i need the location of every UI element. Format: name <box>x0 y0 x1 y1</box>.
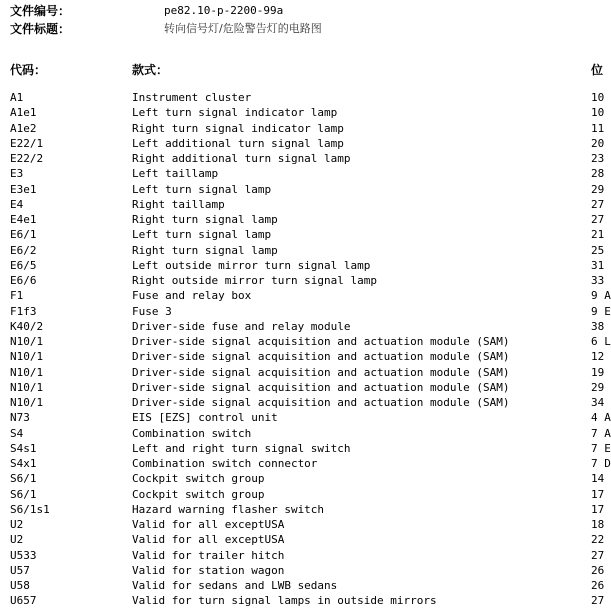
component-location: 17 <box>591 502 605 516</box>
component-location: 7 D <box>591 457 611 470</box>
component-location: 25 <box>591 243 605 257</box>
table-row <box>0 258 606 273</box>
component-code: U657 <box>10 594 37 608</box>
component-code: S6/1 <box>10 472 37 486</box>
component-location: 27 <box>591 548 605 562</box>
component-description: Left additional turn signal lamp <box>132 136 344 150</box>
component-code: S4x1 <box>10 457 37 470</box>
document-number-value: pe82.10-p-2200-99a <box>164 4 284 17</box>
component-location: 14 <box>591 472 605 486</box>
component-code: S4 <box>10 426 24 440</box>
component-code: F1f3 <box>10 304 37 318</box>
table-row <box>0 212 606 227</box>
component-description: Valid for all exceptUSA <box>132 533 285 547</box>
component-description: Fuse and relay box <box>132 289 252 303</box>
component-description: Valid for turn signal lamps in outside mirrors <box>132 594 437 608</box>
component-location: 31 <box>591 258 605 272</box>
table-row <box>0 441 611 456</box>
component-description: Driver-side signal acquisition and actuation module (SAM) <box>132 350 510 364</box>
table-row <box>0 456 611 471</box>
component-code: K40/2 <box>10 319 44 333</box>
table-row <box>0 395 606 410</box>
component-location: 27 <box>591 594 605 608</box>
table-row <box>0 502 606 517</box>
component-code: E6/2 <box>10 243 37 257</box>
component-description: Combination switch connector <box>132 457 318 470</box>
component-code: F1 <box>10 289 24 303</box>
component-description: Cockpit switch group <box>132 472 265 486</box>
component-description: Hazard warning flasher switch <box>132 502 325 516</box>
table-row <box>0 197 606 212</box>
component-description: Cockpit switch group <box>132 487 265 501</box>
component-code: U2 <box>10 518 24 531</box>
table-row <box>0 182 606 197</box>
component-code: N10/1 <box>10 350 44 364</box>
document-title-label: 文件标题： <box>10 22 71 36</box>
component-code: N73 <box>10 411 30 425</box>
component-code: U57 <box>10 563 30 577</box>
table-row <box>0 90 606 105</box>
component-code: E3e1 <box>10 182 37 196</box>
component-location: 10 <box>591 91 605 104</box>
component-code: E6/5 <box>10 258 37 272</box>
table-row <box>0 517 606 532</box>
component-location: 7 A <box>591 426 611 440</box>
component-location: 9 A <box>591 289 611 303</box>
table-row <box>0 532 606 547</box>
component-code: E4 <box>10 197 24 211</box>
component-description: Valid for all exceptUSA <box>132 518 285 531</box>
table-row <box>0 593 606 608</box>
component-code: U58 <box>10 579 30 592</box>
component-code: U2 <box>10 533 24 547</box>
table-row <box>0 563 606 578</box>
component-code: N10/1 <box>10 396 44 409</box>
component-description: Fuse 3 <box>132 304 172 318</box>
component-location: 26 <box>591 563 605 577</box>
component-code: E3 <box>10 167 24 181</box>
table-row <box>0 471 606 486</box>
component-location: 10 <box>591 106 605 120</box>
table-row <box>0 288 611 303</box>
component-location: 9 E <box>591 304 611 318</box>
component-description: Right outside mirror turn signal lamp <box>132 274 378 287</box>
component-location: 26 <box>591 579 605 592</box>
component-location: 19 <box>591 365 605 379</box>
table-row <box>0 380 606 395</box>
column-header-code: 代码： <box>10 63 47 77</box>
table-row <box>0 136 606 151</box>
component-description: Instrument cluster <box>132 91 252 104</box>
table-row <box>0 166 606 181</box>
component-code: S4s1 <box>10 441 37 455</box>
component-location: 34 <box>591 396 605 409</box>
table-row <box>0 273 606 288</box>
component-code: E4e1 <box>10 213 37 226</box>
component-description: Valid for sedans and LWB sedans <box>132 579 338 592</box>
component-code: A1 <box>10 91 24 104</box>
component-description: Right turn signal lamp <box>132 213 278 226</box>
column-header-location: 位 <box>591 63 604 77</box>
component-location: 33 <box>591 274 605 287</box>
component-location: 12 <box>591 350 605 364</box>
component-location: 23 <box>591 152 605 165</box>
component-description: Right additional turn signal lamp <box>132 152 351 165</box>
component-location: 29 <box>591 182 605 196</box>
component-description: Left outside mirror turn signal lamp <box>132 258 371 272</box>
component-description: Driver-side signal acquisition and actuation module (SAM) <box>132 365 510 379</box>
component-code: N10/1 <box>10 335 44 348</box>
document-title-value: 转向信号灯/危险警告灯的电路图 <box>164 22 322 35</box>
component-location: 29 <box>591 380 605 394</box>
table-row <box>0 426 611 441</box>
table-row <box>0 578 606 593</box>
component-description: Driver-side signal acquisition and actuation module (SAM) <box>132 335 510 348</box>
component-location: 4 A <box>591 411 611 425</box>
component-description: EIS [EZS] control unit <box>132 411 278 425</box>
component-location: 11 <box>591 121 605 135</box>
table-row <box>0 105 606 120</box>
component-location: 17 <box>591 487 605 501</box>
component-description: Right turn signal indicator lamp <box>132 121 344 135</box>
table-row <box>0 243 606 258</box>
component-list <box>0 90 611 609</box>
column-header-description: 款式： <box>132 63 169 77</box>
component-description: Left and right turn signal switch <box>132 441 351 455</box>
table-row <box>0 349 606 364</box>
component-description: Valid for trailer hitch <box>132 548 285 562</box>
table-row <box>0 319 606 334</box>
table-row <box>0 410 611 425</box>
component-code: E22/2 <box>10 152 44 165</box>
component-location: 6 L <box>591 335 611 348</box>
component-description: Left turn signal lamp <box>132 182 272 196</box>
table-row <box>0 365 606 380</box>
component-location: 20 <box>591 136 605 150</box>
component-code: E6/1 <box>10 228 37 242</box>
table-row <box>0 151 606 166</box>
component-description: Right taillamp <box>132 197 225 211</box>
component-description: Left taillamp <box>132 167 219 181</box>
component-location: 22 <box>591 533 605 547</box>
component-description: Driver-side signal acquisition and actuation module (SAM) <box>132 380 510 394</box>
component-location: 38 <box>591 319 605 333</box>
component-code: S6/1s1 <box>10 502 50 516</box>
component-location: 27 <box>591 213 605 226</box>
component-description: Left turn signal lamp <box>132 228 272 242</box>
component-code: A1e1 <box>10 106 37 120</box>
component-location: 7 E <box>591 441 611 455</box>
document-number-label: 文件编号： <box>10 4 71 18</box>
component-location: 18 <box>591 518 605 531</box>
table-row <box>0 334 611 349</box>
table-row <box>0 487 606 502</box>
component-description: Left turn signal indicator lamp <box>132 106 338 120</box>
component-description: Valid for station wagon <box>132 563 285 577</box>
table-row <box>0 121 606 136</box>
component-description: Combination switch <box>132 426 252 440</box>
table-row <box>0 548 606 563</box>
component-code: A1e2 <box>10 121 37 135</box>
component-code: N10/1 <box>10 365 44 379</box>
component-code: S6/1 <box>10 487 37 501</box>
component-code: E6/6 <box>10 274 37 287</box>
component-location: 21 <box>591 228 605 242</box>
component-description: Driver-side fuse and relay module <box>132 319 351 333</box>
component-location: 27 <box>591 197 605 211</box>
component-code: U533 <box>10 548 37 562</box>
component-code: N10/1 <box>10 380 44 394</box>
component-location: 28 <box>591 167 605 181</box>
table-row <box>0 304 611 319</box>
component-code: E22/1 <box>10 136 44 150</box>
component-description: Right turn signal lamp <box>132 243 278 257</box>
table-row <box>0 227 606 242</box>
component-description: Driver-side signal acquisition and actuation module (SAM) <box>132 396 510 409</box>
